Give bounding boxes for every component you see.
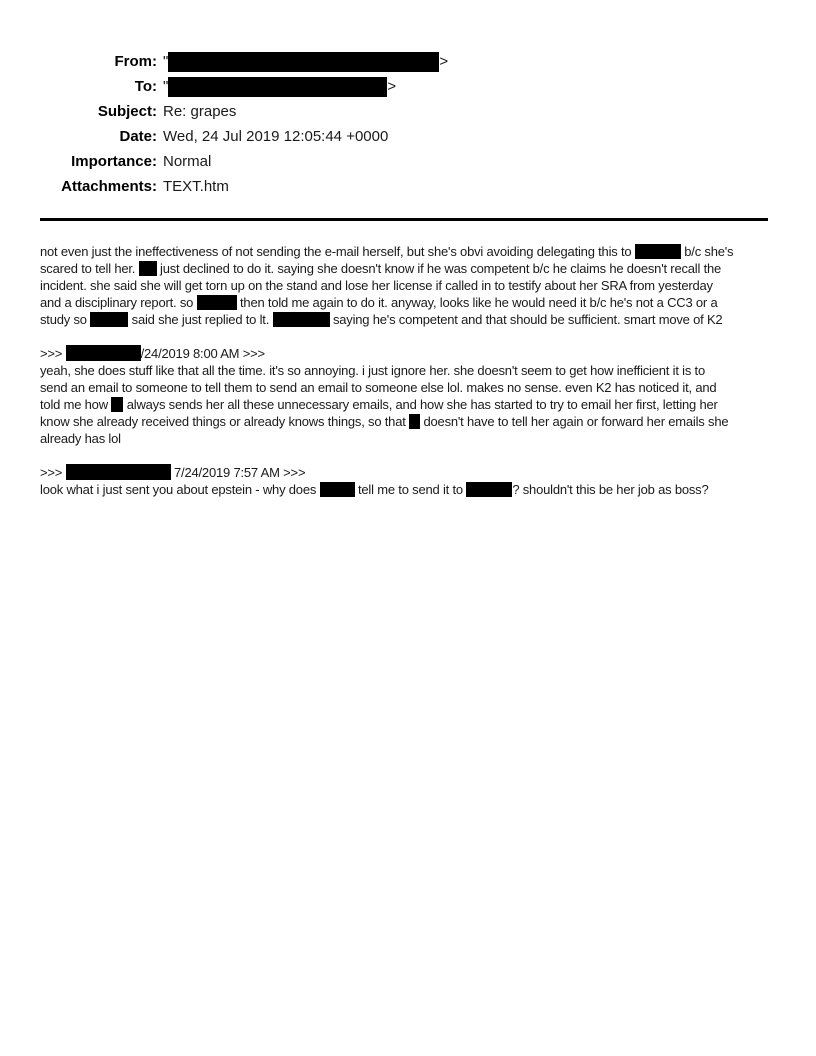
body-line — [40, 260, 780, 277]
redaction-bar — [320, 482, 355, 497]
text-segment: and a disciplinary report. so — [40, 295, 197, 310]
header-value-importance — [163, 149, 211, 174]
text-segment: " — [163, 53, 169, 70]
body-blank-line — [40, 447, 780, 464]
body-line — [40, 345, 780, 362]
text-segment: >>> — [40, 346, 66, 361]
text-segment: tell me to send it to — [354, 482, 467, 497]
text-segment: always sends her all these unnecessary emails, and how she has started to try to email her first, letting her — [123, 397, 718, 412]
text-segment: know she already received things or already knows things, so that — [40, 414, 410, 429]
body-line — [40, 311, 780, 328]
redaction-bar — [66, 345, 141, 361]
body-blank-line — [40, 328, 780, 345]
text-segment: saying he's competent and that should be sufficient. smart move of K2 — [329, 312, 723, 327]
text-segment: incident. she said she will get torn up on the stand and lose her license if called in to testify about her SRA from yesterday — [40, 278, 713, 293]
text-segment: Re: grapes — [163, 103, 237, 120]
text-segment: ? shouldn't this be her job as boss? — [512, 482, 709, 497]
redaction-bar — [409, 414, 420, 429]
body-line — [40, 277, 780, 294]
header-field-attachments — [40, 174, 448, 199]
header-field-date — [40, 124, 448, 149]
header-label-from: From: — [114, 53, 157, 70]
text-segment: doesn't have to tell her again or forward her emails she — [420, 414, 729, 429]
text-segment: b/c she's — [680, 244, 734, 259]
text-segment: send an email to someone to tell them to send an email to someone else lol. makes no sense. even K2 has noticed it, and — [40, 380, 717, 395]
header-field-subject — [40, 99, 448, 124]
header-field-importance — [40, 149, 448, 174]
header-label-subject: Subject: — [97, 103, 157, 120]
email-body — [40, 243, 780, 498]
redaction-bar — [90, 312, 128, 327]
redaction-bar — [168, 77, 387, 97]
redaction-bar — [466, 482, 512, 497]
header-field-from — [40, 49, 448, 74]
header-label-date: Date: — [119, 128, 157, 145]
text-segment: look what i just sent you about epstein - why does — [40, 482, 320, 497]
header-label-importance: Importance: — [71, 153, 157, 170]
body-line — [40, 481, 780, 498]
text-segment: said she just replied to lt. — [128, 312, 273, 327]
header-divider — [40, 218, 768, 221]
body-line — [40, 396, 780, 413]
redaction-bar — [635, 244, 681, 259]
body-line — [40, 413, 780, 430]
header-value-from — [163, 49, 448, 74]
text-segment: " — [163, 78, 169, 95]
text-segment: TEXT.htm — [163, 178, 229, 195]
header-value-attachments — [163, 174, 229, 199]
text-segment: already has lol — [40, 431, 121, 446]
redaction-bar — [139, 261, 157, 276]
text-segment: >>> — [40, 465, 66, 480]
email-header — [40, 49, 448, 199]
text-segment: study so — [40, 312, 91, 327]
redaction-bar — [197, 295, 237, 310]
text-segment: then told me again to do it. anyway, looks like he would need it b/c he's not a CC3 or a — [236, 295, 718, 310]
text-segment: 7/24/2019 7:57 AM >>> — [170, 465, 306, 480]
text-segment: not even just the ineffectiveness of not sending the e-mail herself, but she's obvi avoiding delegating this to — [40, 244, 635, 259]
header-value-subject — [163, 99, 236, 124]
text-segment: yeah, she does stuff like that all the time. it's so annoying. i just ignore her. she doesn't seem to get how inefficient it is to — [40, 363, 705, 378]
body-line — [40, 294, 780, 311]
body-line — [40, 464, 780, 481]
header-label-to: To: — [134, 78, 157, 95]
redaction-bar — [168, 52, 439, 72]
text-segment: Wed, 24 Jul 2019 12:05:44 +0000 — [163, 128, 389, 145]
body-line — [40, 243, 780, 260]
header-value-date — [163, 124, 388, 149]
text-segment: told me how — [40, 397, 112, 412]
body-line — [40, 362, 780, 379]
body-line — [40, 430, 780, 447]
text-segment: > — [387, 78, 397, 95]
text-segment: Normal — [163, 153, 212, 170]
header-field-to — [40, 74, 448, 99]
text-segment: /24/2019 8:00 AM >>> — [140, 346, 265, 361]
header-label-attachments: Attachments: — [61, 178, 157, 195]
redaction-bar — [111, 397, 123, 412]
text-segment: just declined to do it. saying she doesn't know if he was competent b/c he claims he doesn't recall the — [156, 261, 722, 276]
redaction-bar — [273, 312, 330, 327]
redaction-bar — [66, 464, 171, 480]
text-segment: > — [439, 53, 449, 70]
header-value-to — [163, 74, 396, 99]
text-segment: scared to tell her. — [40, 261, 139, 276]
body-line — [40, 379, 780, 396]
